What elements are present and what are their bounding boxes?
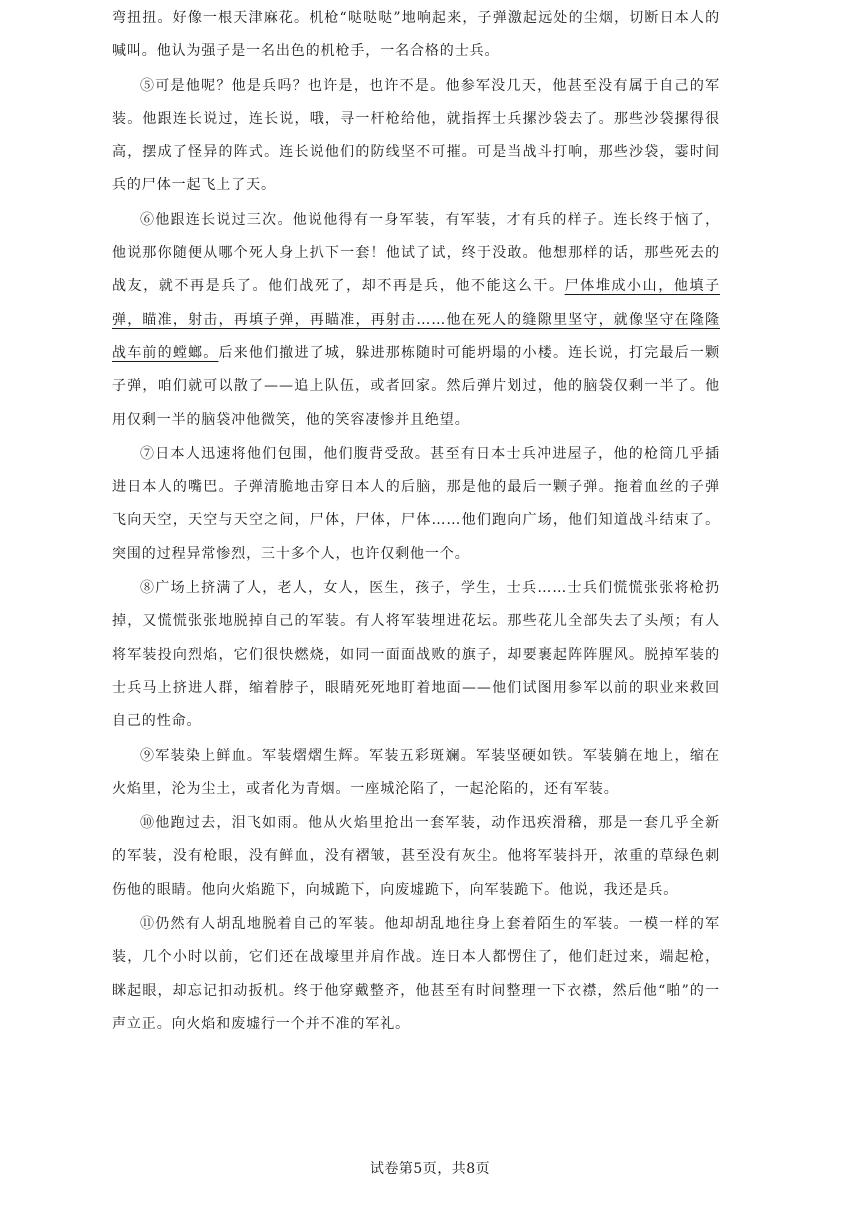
underlined-sentence: 尸体堆成小山，他填子弹，瞄准，射击，再填子弹，再瞄准，再射击……他在死人的缝隙里坚守，就像坚守在隆隆战车前的螳螂。 <box>112 278 720 361</box>
paragraph-8 <box>112 572 720 738</box>
page-footer <box>0 1158 860 1178</box>
page-number-label: 试卷第5页，共8页 <box>369 1161 491 1177</box>
paragraph-text: ⑨军装染上鲜血。军装熠熠生辉。军装五彩斑斓。军装坚硬如铁。军装躺在地上，缩在火焰里，沦为尘土，或者化为青烟。一座城沦陷了，一起沦陷的，还有军装。 <box>112 747 720 797</box>
paragraph-text: ⑦日本人迅速将他们包围，他们腹背受敌。甚至有日本士兵冲进屋子，他的枪筒几乎插进日本人的嘴巴。子弹清脆地击穿日本人的后脑，那是他的最后一颗子弹。拖着血丝的子弹飞向天空，天空与天空之间，尸体，尸体，尸体……他们跑向广场，他们知道战斗结束了。突围的过程异常惨烈，三十多个人，也许仅剩他一个。 <box>112 445 720 562</box>
paragraph-text: 弯扭扭。好像一根天津麻花。机枪“哒哒哒”地响起来，子弹激起远处的尘烟，切断日本人的喊叫。他认为强子是一名出色的机枪手，一名合格的士兵。 <box>112 10 720 60</box>
paragraph-10 <box>112 807 720 907</box>
paragraph-11 <box>112 908 720 1041</box>
paragraph-text: ⑥他跟连长说过三次。他说他得有一身军装，有军装，才有兵的样子。连长终于恼了，他说那你随便从哪个死人身上扒下一套！他试了试，终于没敢。他想那样的话，那些死去的战友，就不再是兵了。他们战死了，却不再是兵，他不能这么干。 <box>112 211 720 295</box>
paragraph-text: ⑪仍然有人胡乱地脱着自己的军装。他却胡乱地往身上套着陌生的军装。一模一样的军装，几个小时以前，它们还在战壕里并肩作战。连日本人都愣住了，他们赶过来，端起枪，眯起眼，却忘记扣动扳机。终于他穿戴整齐，他甚至有时间整理一下衣襟，然后他“啪”的一声立正。向火焰和废墟行一个并不准的军礼。 <box>112 916 720 1032</box>
paragraph-text: ⑩他跑过去，泪飞如雨。他从火焰里抢出一套军装，动作迅疾滑稽，那是一套几乎全新的军装，没有枪眼，没有鲜血，没有褶皱，甚至没有灰尘。他将军装抖开，浓重的草绿色刺伤他的眼睛。他向火焰跪下，向城跪下，向废墟跪下，向军装跪下。他说，我还是兵。 <box>112 815 720 898</box>
paragraph-continued <box>112 2 720 69</box>
paragraph-text: 后来他们撤进了城，躲进那栋随时可能坍塌的小楼。连长说，打完最后一颗子弹，咱们就可以散了——追上队伍，或者回家。然后弹片划过，他的脑袋仅剩一半了。他用仅剩一半的脑袋冲他微笑，他的笑容凄惨并且绝望。 <box>112 344 720 428</box>
paragraph-text: ⑤可是他呢？他是兵吗？也许是，也许不是。他参军没几天，他甚至没有属于自己的军装。他跟连长说过，连长说，哦，寻一杆枪给他，就指挥士兵摞沙袋去了。那些沙袋摞得很高，摆成了怪异的阵式。连长说他们的防线坚不可摧。可是当战斗打响，那些沙袋，霎时间兵的尸体一起飞上了天。 <box>112 77 720 194</box>
paragraph-6 <box>112 204 720 437</box>
document-body <box>112 0 720 1041</box>
paragraph-9 <box>112 740 720 807</box>
paragraph-text: ⑧广场上挤满了人，老人，女人，医生，孩子，学生，士兵……士兵们慌慌张张将枪扔掉，又慌慌张张地脱掉自己的军装。有人将军装埋进花坛。那些花儿全部失去了头颅；有人将军装投向烈焰，它们很快燃烧，如同一面面战败的旗子，却要裹起阵阵腥风。脱掉军装的士兵马上挤进人群，缩着脖子，眼睛死死地盯着地面——他们试图用参军以前的职业来救回自己的性命。 <box>112 580 720 730</box>
paragraph-7 <box>112 438 720 571</box>
paragraph-5 <box>112 70 720 203</box>
